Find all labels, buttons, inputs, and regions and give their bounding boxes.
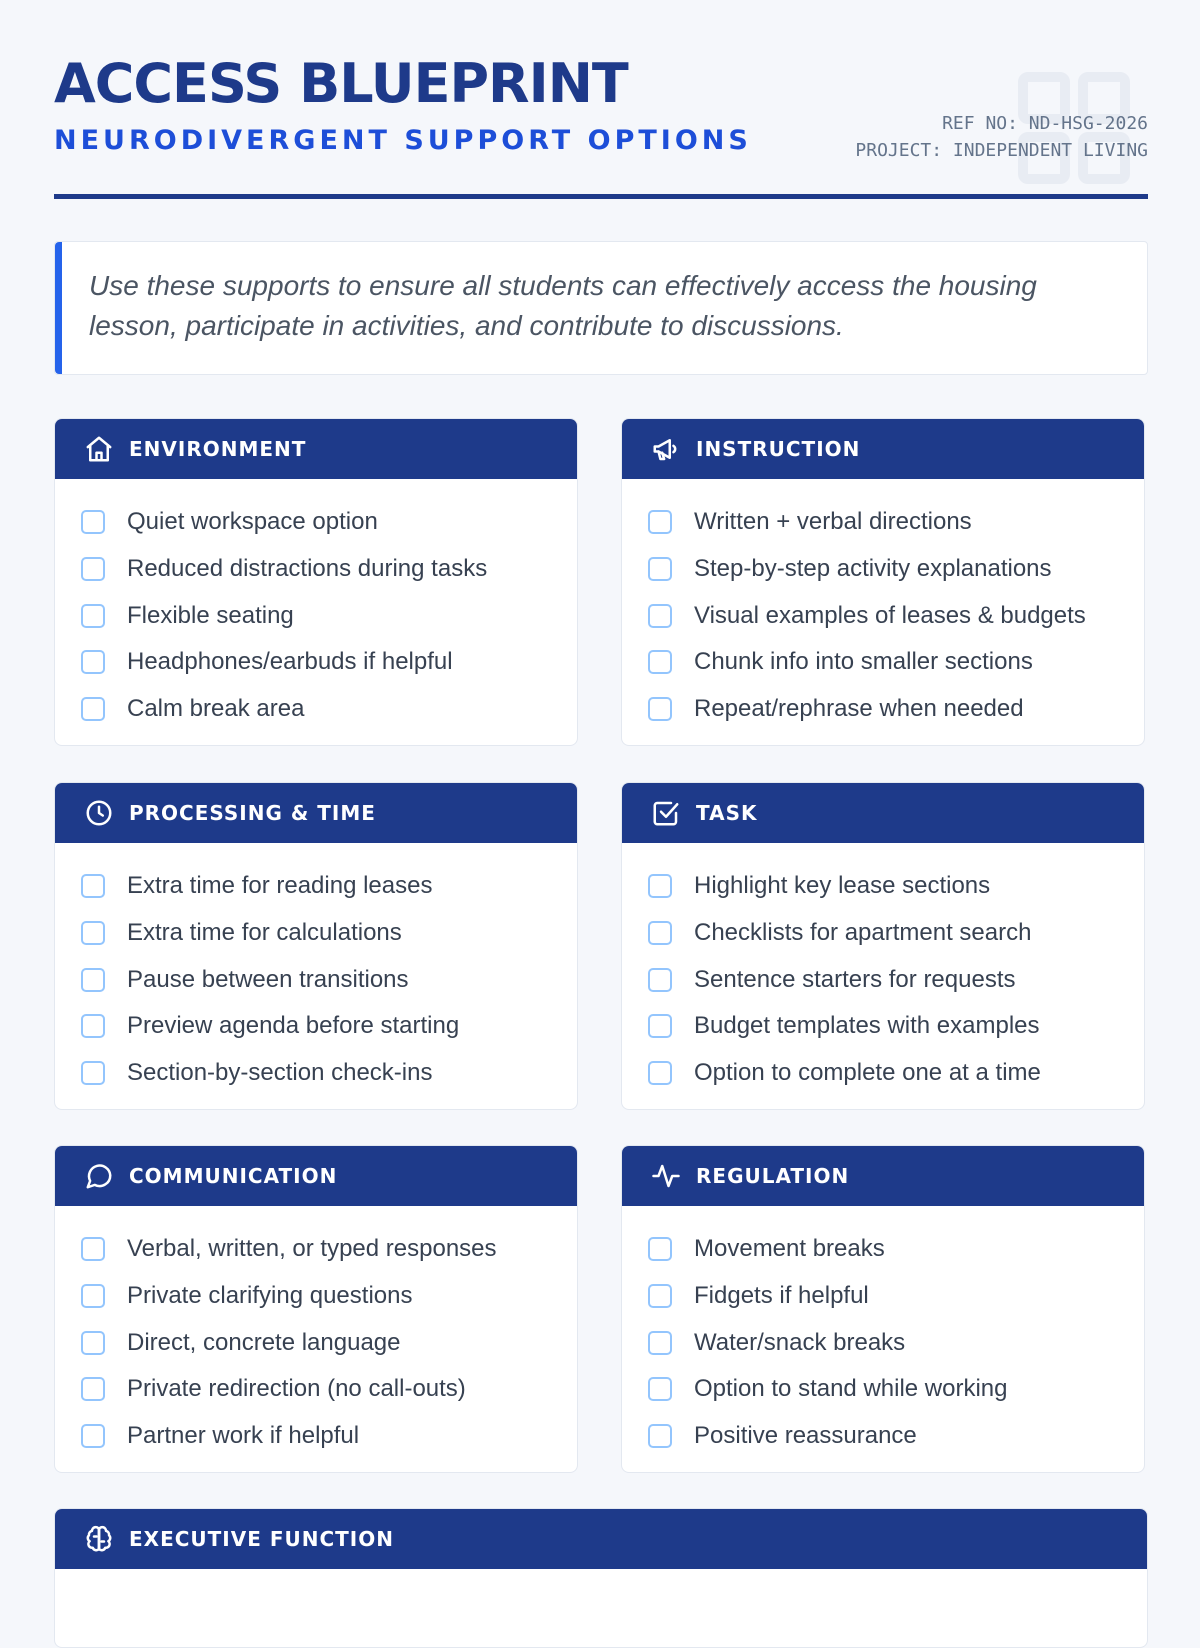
checklist-item[interactable] [648, 1319, 1144, 1366]
checklist-item[interactable] [648, 499, 1144, 546]
checklist-item[interactable] [648, 1413, 1144, 1460]
card-header [55, 1146, 577, 1206]
card-title: COMMUNICATION [129, 1164, 338, 1188]
checklist-item-label: Private redirection (no call-outs) [127, 1375, 466, 1403]
checkbox[interactable] [81, 557, 105, 581]
megaphone-icon [650, 433, 682, 465]
checklist-item-label: Highlight key lease sections [694, 872, 991, 900]
checklist-item-label: Headphones/earbuds if helpful [127, 648, 453, 676]
card-environment [54, 418, 578, 746]
checklist-item[interactable] [81, 639, 577, 686]
checkbox[interactable] [81, 650, 105, 674]
checklist-item-label: Calm break area [127, 695, 305, 723]
checklist-item[interactable] [648, 1226, 1144, 1273]
card-task [621, 782, 1145, 1110]
card-title: EXECUTIVE FUNCTION [129, 1527, 394, 1551]
checklist-item[interactable] [648, 1050, 1144, 1097]
page-title: ACCESS BLUEPRINT [54, 52, 628, 115]
checkbox[interactable] [648, 1284, 672, 1308]
checklist-item-label: Water/snack breaks [694, 1328, 906, 1356]
checklist-item[interactable] [81, 499, 577, 546]
checkbox[interactable] [81, 510, 105, 534]
checkbox[interactable] [648, 557, 672, 581]
clock-icon [83, 797, 115, 829]
page [54, 0, 1148, 1600]
checklist-item[interactable] [81, 546, 577, 593]
page-subtitle: NEURODIVERGENT SUPPORT OPTIONS [54, 125, 752, 156]
checklist-item[interactable] [81, 1003, 577, 1050]
checklist-item[interactable] [81, 910, 577, 957]
checklist-item-label: Option to stand while working [694, 1375, 1008, 1403]
checklist-item-label: Preview agenda before starting [127, 1012, 460, 1040]
checkbox[interactable] [648, 510, 672, 534]
card-instruction [621, 418, 1145, 746]
checkbox[interactable] [648, 1424, 672, 1448]
card-header [622, 783, 1144, 843]
checkbox[interactable] [648, 874, 672, 898]
card-title: PROCESSING & TIME [129, 801, 376, 825]
checklist [55, 1206, 577, 1459]
checklist-item[interactable] [648, 1366, 1144, 1413]
checklist-item[interactable] [648, 1003, 1144, 1050]
card-title: REGULATION [696, 1164, 850, 1188]
checkbox[interactable] [648, 697, 672, 721]
checklist-item-label: Verbal, written, or typed responses [127, 1235, 497, 1263]
checkbox[interactable] [81, 874, 105, 898]
checkbox[interactable] [81, 1377, 105, 1401]
checklist-item-label: Option to complete one at a time [694, 1059, 1041, 1087]
checklist-item[interactable] [648, 639, 1144, 686]
checklist [622, 1206, 1144, 1459]
checkbox[interactable] [648, 968, 672, 992]
checklist [55, 479, 577, 732]
checklist-item[interactable] [81, 1319, 577, 1366]
checklist-item-label: Sentence starters for requests [694, 965, 1016, 993]
checkbox[interactable] [81, 1014, 105, 1038]
checklist-item-label: Movement breaks [694, 1235, 885, 1263]
checklist-item-label: Extra time for reading leases [127, 872, 433, 900]
checklist-item[interactable] [648, 956, 1144, 1003]
checklist [622, 479, 1144, 732]
checklist-item-label: Flexible seating [127, 601, 294, 629]
reference-number: REF NO: ND-HSG-2026 [942, 113, 1148, 134]
checkbox-icon [650, 797, 682, 829]
checklist [622, 843, 1144, 1096]
checkbox[interactable] [81, 968, 105, 992]
intro-callout [54, 241, 1148, 375]
checklist-item[interactable] [648, 592, 1144, 639]
checklist-item[interactable] [81, 1273, 577, 1320]
checklist [55, 843, 577, 1096]
checkbox[interactable] [648, 921, 672, 945]
checklist-item-label: Pause between transitions [127, 965, 409, 993]
checkbox[interactable] [81, 1061, 105, 1085]
checkbox[interactable] [81, 1237, 105, 1261]
checklist-item-label: Direct, concrete language [127, 1328, 401, 1356]
checklist-item-label: Repeat/rephrase when needed [694, 695, 1024, 723]
checklist-item[interactable] [648, 546, 1144, 593]
card-regulation [621, 1145, 1145, 1473]
checklist-item[interactable] [648, 910, 1144, 957]
card-communication [54, 1145, 578, 1473]
checklist-item-label: Private clarifying questions [127, 1282, 413, 1310]
checklist-item[interactable] [648, 863, 1144, 910]
checklist-item[interactable] [81, 863, 577, 910]
checkbox[interactable] [81, 921, 105, 945]
checklist-item-label: Extra time for calculations [127, 919, 402, 947]
callout-accent-bar [55, 242, 62, 374]
project-name: PROJECT: INDEPENDENT LIVING [855, 140, 1148, 161]
checklist-item[interactable] [81, 592, 577, 639]
card-executive-function [54, 1508, 1148, 1648]
brain-icon [83, 1523, 115, 1555]
checklist-item-label: Written + verbal directions [694, 508, 972, 536]
activity-pulse-icon [650, 1160, 682, 1192]
checkbox[interactable] [648, 1237, 672, 1261]
checkbox[interactable] [648, 1331, 672, 1355]
checklist-item-label: Positive reassurance [694, 1422, 917, 1450]
checklist-item-label: Chunk info into smaller sections [694, 648, 1033, 676]
checkbox[interactable] [81, 1284, 105, 1308]
checkbox[interactable] [81, 1331, 105, 1355]
intro-text: Use these supports to ensure all students can effectively access the housing lesson, participate in activities, and contribute to discussions. [89, 270, 1037, 341]
checkbox[interactable] [81, 1424, 105, 1448]
checklist-item-label: Partner work if helpful [127, 1422, 360, 1450]
card-title: TASK [696, 801, 758, 825]
checklist-item[interactable] [81, 1413, 577, 1460]
checklist-item-label: Budget templates with examples [694, 1012, 1040, 1040]
checklist-item[interactable] [81, 1366, 577, 1413]
checklist-item[interactable] [81, 1050, 577, 1097]
checklist-item-label: Visual examples of leases & budgets [694, 601, 1086, 629]
checklist-item-label: Fidgets if helpful [694, 1282, 869, 1310]
checkbox[interactable] [648, 1061, 672, 1085]
checklist-item[interactable] [81, 1226, 577, 1273]
card-header [622, 419, 1144, 479]
checkbox[interactable] [648, 650, 672, 674]
header [54, 52, 1148, 202]
header-divider [54, 194, 1148, 199]
document-meta [855, 110, 1148, 164]
checklist-item[interactable] [648, 686, 1144, 733]
checklist-item[interactable] [648, 1273, 1144, 1320]
card-processing-time [54, 782, 578, 1110]
card-header [55, 419, 577, 479]
card-title: INSTRUCTION [696, 437, 861, 461]
checkbox[interactable] [648, 1014, 672, 1038]
card-header [55, 1509, 1147, 1569]
card-header [55, 783, 577, 843]
checkbox[interactable] [648, 1377, 672, 1401]
checkbox[interactable] [81, 604, 105, 628]
card-title: ENVIRONMENT [129, 437, 307, 461]
checklist-item-label: Reduced distractions during tasks [127, 555, 488, 583]
checkbox[interactable] [81, 697, 105, 721]
home-icon [83, 433, 115, 465]
card-header [622, 1146, 1144, 1206]
checklist-item-label: Quiet workspace option [127, 508, 378, 536]
checklist-item[interactable] [81, 686, 577, 733]
speech-bubble-icon [83, 1160, 115, 1192]
checkbox[interactable] [648, 604, 672, 628]
checklist-item-label: Step-by-step activity explanations [694, 555, 1052, 583]
checklist-item-label: Section-by-section check-ins [127, 1059, 433, 1087]
checklist-item[interactable] [81, 956, 577, 1003]
checklist-item-label: Checklists for apartment search [694, 919, 1032, 947]
